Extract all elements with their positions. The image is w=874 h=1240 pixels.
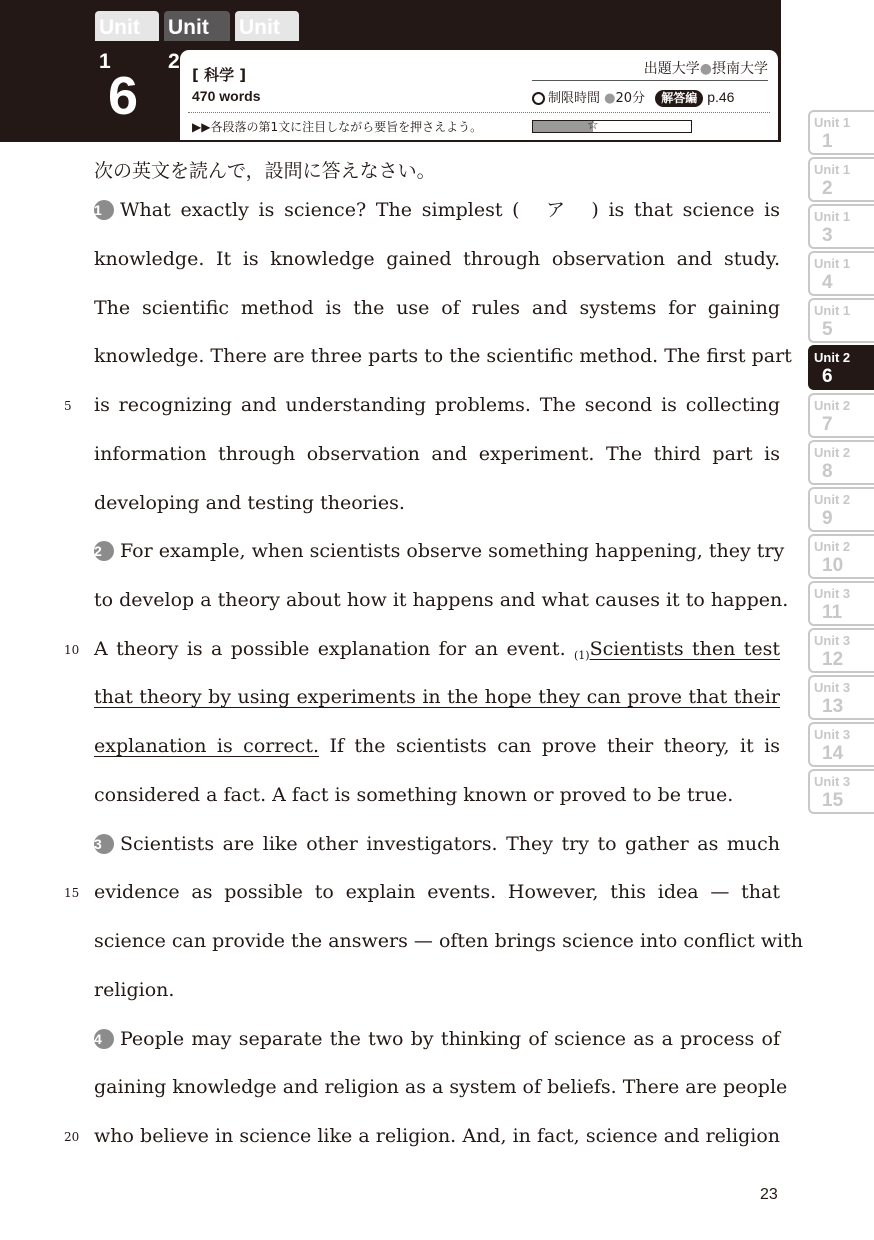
side-tab-number: 7 (822, 414, 833, 435)
line-number: 5 (64, 399, 72, 413)
text-line-6: information through observation and experiment. The third part is (94, 443, 780, 465)
lesson-info-box (180, 50, 778, 140)
lesson-header (0, 0, 781, 142)
side-tab-number: 5 (822, 319, 833, 340)
text-line-11 (94, 683, 780, 711)
lesson-number: 6 (108, 66, 139, 126)
side-tab-unit: Unit 3 (814, 586, 851, 601)
side-tab-5[interactable] (808, 298, 874, 343)
side-tab-7[interactable] (808, 393, 874, 438)
side-tab-number: 10 (822, 555, 844, 576)
side-tab-3[interactable] (808, 204, 874, 249)
side-tab-number: 1 (822, 131, 833, 152)
divider (532, 80, 768, 81)
side-tab-number: 4 (822, 272, 833, 293)
side-tab-number: 12 (822, 649, 844, 670)
side-tab-2[interactable] (808, 157, 874, 202)
text-line-18-content: People may separate the two by thinking of science as a process of (120, 1028, 780, 1050)
text-line-2: knowledge. It is knowledge gained through observation and study. (94, 248, 780, 270)
time-limit-value: 20分 (615, 91, 646, 106)
text-line-9: to develop a theory about how it happens and what causes it to happen. (94, 589, 789, 611)
side-tab-unit: Unit 3 (814, 774, 851, 789)
side-tab-unit: Unit 3 (814, 727, 851, 742)
paragraph-number: 3 (94, 834, 114, 854)
time-limit-label: 制限時間 (548, 91, 601, 106)
side-tab-6[interactable] (808, 345, 874, 390)
text-line-17: religion. (94, 979, 175, 1001)
side-tab-unit: Unit 2 (814, 350, 851, 365)
side-tab-9[interactable] (808, 487, 874, 532)
unit-tab-3[interactable]: Unit (235, 11, 299, 41)
text-line-15: evidence as possible to explain events. However, this idea — that (94, 881, 780, 903)
line-number: 10 (64, 643, 80, 657)
side-tab-15[interactable] (808, 769, 874, 814)
underlined-passage: that theory by using experiments in the hope they can prove that their (94, 686, 780, 708)
side-tab-unit: Unit 1 (814, 209, 851, 224)
side-tab-10[interactable] (808, 534, 874, 579)
side-tab-number: 6 (822, 366, 833, 387)
text-line-20: who believe in science like a religion. And, in fact, science and religion (94, 1125, 780, 1147)
page-number: 23 (760, 1186, 778, 1203)
difficulty-bar (532, 120, 692, 133)
line-number: 15 (64, 886, 80, 900)
underlined-passage: explanation is correct. (94, 735, 319, 757)
text-line-13: considered a fact. A fact is something known or proved to be true. (94, 784, 734, 806)
side-tab-14[interactable] (808, 722, 874, 767)
side-tab-unit: Unit 2 (814, 492, 851, 507)
side-tab-number: 13 (822, 696, 844, 717)
side-tab-8[interactable] (808, 440, 874, 485)
text-line-5: is recognizing and understanding problems. The second is collecting (94, 394, 780, 416)
side-tab-unit: Unit 3 (814, 680, 851, 695)
dot-icon: ● (604, 91, 616, 106)
text-line-4: knowledge. There are three parts to the scientific method. The first part (94, 345, 792, 367)
text-line-18 (94, 1025, 780, 1053)
reading-hint: ▶▶各段落の第1文に注目しながら要旨を押さえよう。 (192, 120, 483, 134)
side-tab-number: 11 (822, 602, 843, 623)
text-line-7: developing and testing theories. (94, 492, 405, 514)
side-tab-number: 14 (822, 743, 844, 764)
university-name: 摂南大学 (712, 61, 768, 77)
paragraph-number: 2 (94, 541, 114, 561)
text-line-10-content: A theory is a possible explanation for an event. (94, 638, 574, 660)
answer-book-badge: 解答編 (655, 90, 703, 107)
side-tab-unit: Unit 3 (814, 633, 851, 648)
text-line-14-content: Scientists are like other investigators. They try to gather as much (120, 833, 780, 855)
side-tab-unit: Unit 2 (814, 398, 851, 413)
university-source-label: 出題大学 (643, 61, 700, 77)
instruction: 次の英文を読んで，設問に答えなさい。 (94, 160, 436, 182)
text-line-8 (94, 537, 785, 565)
text-line-12 (94, 732, 780, 760)
text-line-19: gaining knowledge and religion as a system of beliefs. There are people (94, 1076, 788, 1098)
line-number: 20 (64, 1130, 80, 1144)
unit-tab-2[interactable]: Unit 2 (164, 11, 230, 41)
side-tab-unit: Unit 2 (814, 445, 851, 460)
side-tab-12[interactable] (808, 628, 874, 673)
side-tab-unit: Unit 1 (814, 256, 851, 271)
unit-tab-1[interactable]: Unit 1 (95, 11, 159, 41)
side-tab-1[interactable] (808, 110, 874, 155)
side-tab-number: 8 (822, 461, 833, 482)
side-tab-4[interactable] (808, 251, 874, 296)
text-line-12-content: If the scientists can prove their theory, it is (319, 735, 780, 757)
stopwatch-icon (532, 92, 545, 105)
side-tab-unit: Unit 1 (814, 115, 851, 130)
university-label (644, 58, 768, 78)
text-line-10 (94, 635, 780, 663)
side-tab-number: 9 (822, 508, 833, 529)
text-line-16: science can provide the answers — often brings science into conflict with (94, 930, 803, 952)
underlined-passage: Scientists then test (589, 638, 781, 660)
text-line-8-content: For example, when scientists observe something happening, they try (120, 540, 785, 562)
subject-label: [ 科学 ] (192, 66, 247, 84)
paragraph-number: 4 (94, 1029, 114, 1049)
side-tab-unit: Unit 1 (814, 303, 851, 318)
side-tab-number: 2 (822, 178, 833, 199)
side-tab-unit: Unit 1 (814, 162, 851, 177)
text-line-3: The scientific method is the use of rules and systems for gaining (94, 297, 780, 319)
time-limit-row (532, 87, 734, 107)
answer-page-ref[interactable]: p.46 (707, 89, 735, 105)
side-tab-unit: Unit 2 (814, 539, 851, 554)
side-tab-number: 15 (822, 790, 844, 811)
word-count: 470 words (192, 88, 261, 104)
paragraph-number: 1 (94, 200, 114, 220)
side-tab-number: 3 (822, 225, 833, 246)
dotted-divider (188, 112, 770, 113)
side-tab-13[interactable] (808, 675, 874, 720)
star-icon: ☆ (587, 118, 599, 133)
text-line-1-content: What exactly is science? The simplest ( ア ) is that science is (120, 199, 780, 221)
text-line-14 (94, 830, 780, 858)
difficulty-bar-fill (533, 121, 593, 132)
text-line-1 (94, 196, 780, 224)
question-marker: (1) (573, 649, 590, 662)
dot-icon: ● (699, 61, 712, 77)
side-tab-11[interactable] (808, 581, 874, 626)
